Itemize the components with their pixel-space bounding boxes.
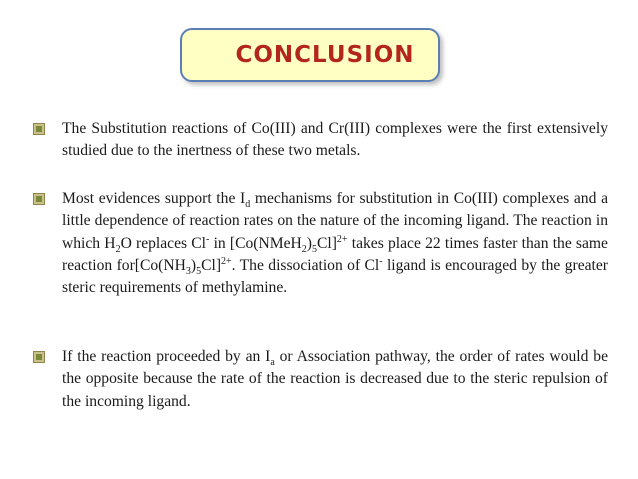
bullet-text: The Substitution reactions of Co(III) and Cr(III) complexes were the first extensively studied due to the inertness of these two metals. [62,120,608,160]
bullet-substitution-reactions [33,118,608,163]
bullet-text: If the reaction proceeded by an $I_a$ or Association pathway, the order of rates would be the opposite because the rate of the reaction is decreased due to the steric repulsion of the incoming ligand. [62,348,608,410]
bullet-ia-pathway [33,346,608,413]
title-box [180,28,440,82]
bullet-square-icon [33,123,45,135]
bullet-text: Most evidences support the $I_d$ mechanisms for substitution in Co(III) complexes and a little dependence of reaction rates on the nature of the incoming ligand. The reaction in which $H_2O$ replaces Cl- in $[Co(NMeH_2)_5Cl]^{2+}$ takes place 22 times faster than the same reaction $for[Co(NH_3)_5Cl]^{2+}$. The dissociation of Cl- ligand is encouraged by the greater steric requirements of methylamine. [62,190,608,297]
slide-title: CONCLUSION [235,42,415,68]
bullet-square-icon [33,351,45,363]
bullet-square-icon [33,193,45,205]
bullet-id-mechanism [33,188,608,299]
